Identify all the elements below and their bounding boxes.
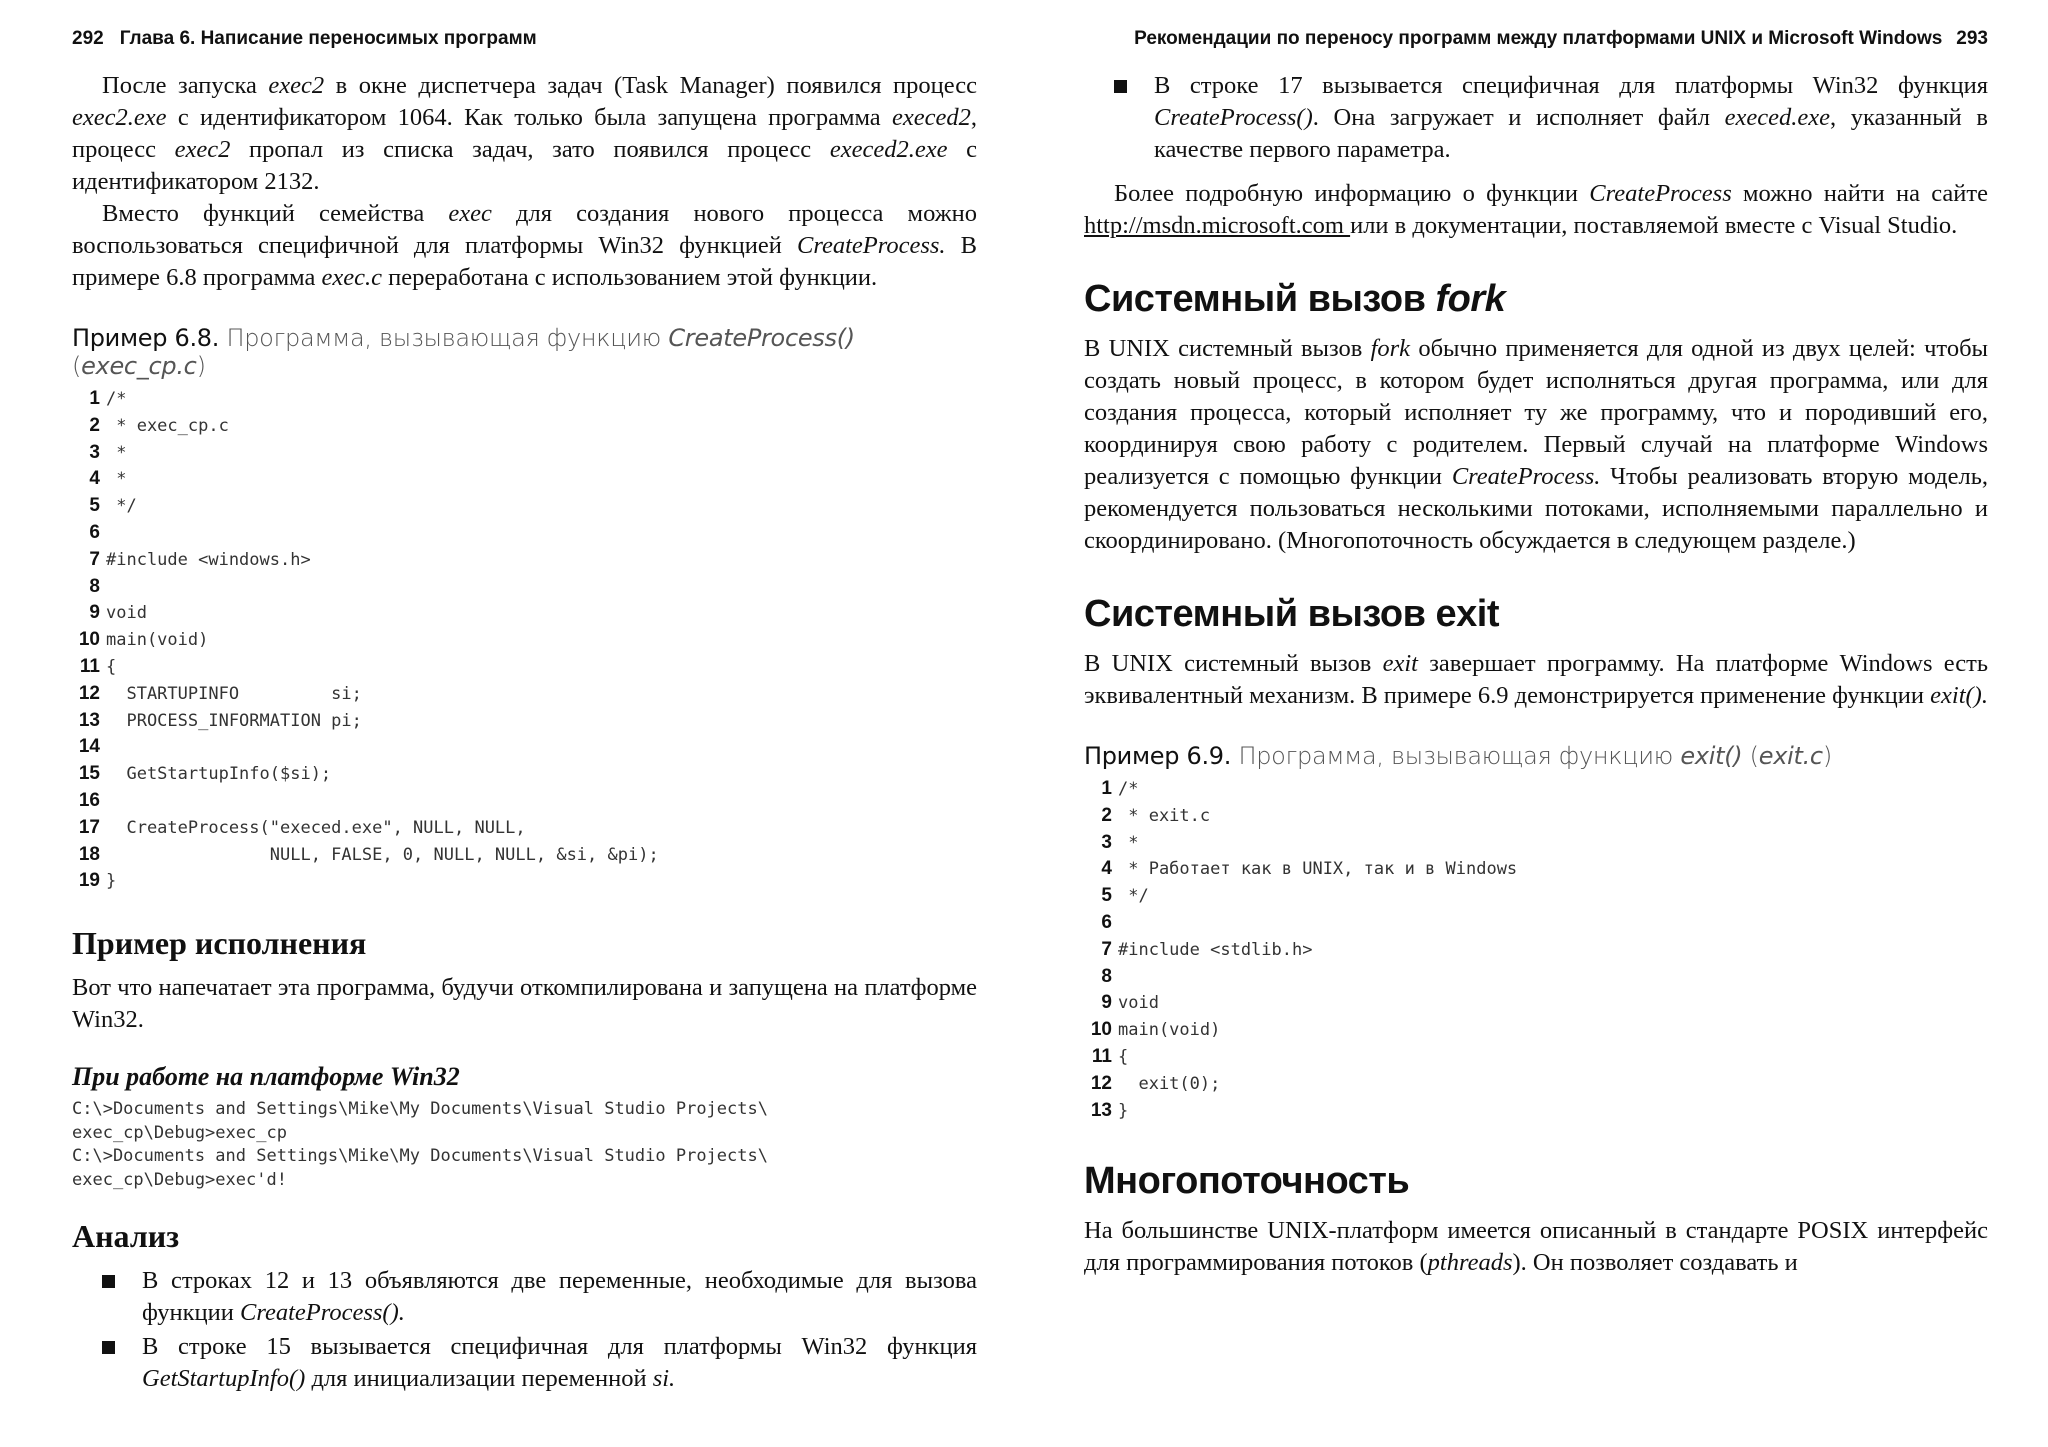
code-line bbox=[1084, 990, 1988, 1017]
line-number: 12 bbox=[78, 682, 100, 704]
italic-term: fork bbox=[1370, 335, 1411, 362]
code-text: #include <windows.h> bbox=[106, 549, 311, 570]
italic-term: exit() bbox=[1680, 742, 1743, 770]
code-line bbox=[72, 708, 977, 735]
bullet-item: В строке 17 вызывается специфичная для платформы Win32 функция CreateProcess(). Она загружает и исполняет файл execed.exe, указанный в качестве первого параметра. bbox=[1084, 70, 1988, 166]
line-number: 3 bbox=[89, 441, 100, 463]
code-line bbox=[72, 788, 977, 815]
example-description: Программа, вызывающая функцию CreateProcess() (exec_cp.c) bbox=[72, 324, 855, 380]
line-number: 1 bbox=[89, 388, 100, 409]
italic-term: execed2 bbox=[892, 104, 971, 131]
line-number: 12 bbox=[1090, 1072, 1112, 1094]
code-text: { bbox=[1118, 1046, 1129, 1067]
code-line bbox=[72, 627, 977, 654]
code-line bbox=[1084, 964, 1988, 991]
code-text: * bbox=[106, 442, 127, 463]
italic-term: CreateProcess() bbox=[1154, 104, 1313, 131]
line-number: 3 bbox=[1101, 831, 1112, 853]
line-number: 5 bbox=[1101, 885, 1112, 907]
line-number: 8 bbox=[89, 575, 100, 597]
bullet-square-icon bbox=[102, 1341, 115, 1354]
code-text: main(void) bbox=[1118, 1020, 1221, 1041]
paragraph: В UNIX системный вызов fork обычно применяется для одной из двух целей: чтобы создать новый процесс, в котором будет исполняться другая программа, или для создания процесса, который исполняет ту же программу, что и породивший его, координируя свою работу с родителем. Первый случай на платформе Windows реализуется с помощью функции CreateProcess. Чтобы реализовать вторую модель, рекомендуется пользоваться несколькими потоками, исполняемыми параллельно и скоординировано. (Многопоточность обсуждается в следующем разделе.) bbox=[1084, 335, 1988, 554]
terminal-output: C:\>Documents and Settings\Mike\My Documents\Visual Studio Projects\ exec_cp\Debug>exec_cp C:\>Documents and Settings\Mike\My Documents\Visual Studio Projects\ exec_cp\Debug>exec'd! bbox=[72, 1099, 768, 1190]
bullet-square-icon bbox=[1114, 80, 1127, 93]
code-text: * exit.c bbox=[1118, 805, 1211, 826]
code-line bbox=[72, 466, 977, 493]
code-line bbox=[72, 681, 977, 708]
example-label: Пример 6.9. bbox=[1084, 742, 1232, 770]
code-line bbox=[72, 520, 977, 547]
italic-term: exit bbox=[1382, 650, 1418, 677]
code-line bbox=[72, 493, 977, 520]
line-number: 19 bbox=[78, 870, 100, 892]
code-text: * exec_cp.c bbox=[106, 415, 229, 436]
bullet-item: В строках 12 и 13 объявляются две переменные, необходимые для вызова функции CreateProcess(). bbox=[72, 1265, 977, 1329]
italic-term: exec2.exe bbox=[72, 104, 167, 131]
italic-term: exec bbox=[448, 200, 492, 227]
code-line bbox=[1084, 803, 1988, 830]
italic-term: si. bbox=[652, 1365, 676, 1393]
italic-term: CreateProcess. bbox=[1451, 463, 1601, 490]
italic-term: execed2.exe bbox=[829, 136, 948, 163]
example-caption bbox=[72, 324, 977, 380]
line-number: 17 bbox=[78, 816, 100, 838]
example-description: Программа, вызывающая функцию exit() (exit.c) bbox=[1231, 742, 1832, 770]
code-text: */ bbox=[106, 496, 137, 517]
italic-term: execed.exe bbox=[1724, 104, 1831, 131]
code-text: */ bbox=[1118, 886, 1149, 907]
bullet-square-icon bbox=[102, 1275, 115, 1288]
code-text: #include <stdlib.h> bbox=[1118, 939, 1313, 960]
code-line bbox=[1084, 937, 1988, 964]
page-number: 293 bbox=[1956, 28, 1988, 49]
bullet-list bbox=[72, 1265, 977, 1395]
line-number: 4 bbox=[1101, 858, 1112, 880]
code-text: * bbox=[106, 469, 127, 490]
code-text: * bbox=[1118, 832, 1139, 853]
bullet-list bbox=[1084, 70, 1988, 166]
line-number: 4 bbox=[89, 468, 100, 490]
code-line bbox=[72, 815, 977, 842]
bullet-item: В строке 15 вызывается специфичная для платформы Win32 функция GetStartupInfo() для инициализации переменной si. bbox=[72, 1331, 977, 1395]
code-line bbox=[1084, 776, 1988, 803]
italic-term: CreateProcess() bbox=[668, 324, 855, 352]
code-text: /* bbox=[1118, 779, 1139, 799]
line-number: 13 bbox=[1090, 1099, 1112, 1121]
italic-term: pthreads bbox=[1427, 1249, 1513, 1277]
line-number: 15 bbox=[78, 763, 100, 785]
running-header-left bbox=[72, 28, 977, 58]
line-number: 2 bbox=[89, 414, 100, 436]
code-line bbox=[72, 842, 977, 869]
paragraph: После запуска exec2 в окне диспетчера задач (Task Manager) появился процесс exec2.exe с идентификатором 1064. Как только была запущена программа execed2, процесс exec2 пропал из списка задач, зато появился процесс execed2.exe с идентификатором 2132. bbox=[72, 72, 977, 195]
code-text: STARTUPINFO si; bbox=[106, 683, 362, 704]
line-number: 6 bbox=[89, 521, 100, 543]
paragraph: Вот что напечатает эта программа, будучи откомпилирована и запущена на платформе Win32. bbox=[72, 974, 977, 1034]
subsection-heading: При работе на платформе Win32 bbox=[72, 1062, 460, 1092]
code-line bbox=[1084, 856, 1988, 883]
code-line bbox=[1084, 883, 1988, 910]
italic-term: CreateProcess bbox=[1589, 180, 1732, 207]
code-line bbox=[1084, 1044, 1988, 1071]
paragraph: В UNIX системный вызов exit завершает программу. На платформе Windows есть эквивалентный механизм. В примере 6.9 демонстрируется применение функции exit(). bbox=[1084, 650, 1988, 709]
line-number: 7 bbox=[1101, 938, 1112, 960]
italic-term: exec_cp.c bbox=[81, 352, 197, 380]
italic-term: CreateProcess. bbox=[796, 232, 946, 259]
paragraph: На большинстве UNIX-платформ имеется описанный в стандарте POSIX интерфейс для программирования потоков (pthreads). Он позволяет создавать и bbox=[1084, 1217, 1988, 1277]
paragraph: Более подробную информацию о функции CreateProcess можно найти на сайте http://msdn.microsoft.com или в документации, поставляемой вместе с Visual Studio. bbox=[1084, 180, 1989, 239]
code-line bbox=[1084, 910, 1988, 937]
line-number: 2 bbox=[1101, 804, 1112, 826]
code-text: GetStartupInfo($si); bbox=[106, 764, 332, 785]
line-number: 11 bbox=[1091, 1045, 1112, 1067]
line-number: 10 bbox=[1090, 1019, 1112, 1041]
line-number: 11 bbox=[79, 655, 100, 677]
code-line bbox=[72, 440, 977, 467]
code-text: exit(0); bbox=[1118, 1073, 1221, 1094]
code-line bbox=[1084, 830, 1988, 857]
line-number: 6 bbox=[1101, 911, 1112, 933]
line-number: 5 bbox=[89, 495, 100, 517]
code-line bbox=[72, 386, 977, 413]
running-head: Рекомендации по переносу программ между платформами UNIX и Microsoft Windows bbox=[1134, 28, 1943, 49]
code-line bbox=[72, 600, 977, 627]
code-line bbox=[1084, 1098, 1988, 1125]
running-head: Глава 6. Написание переносимых программ bbox=[119, 28, 537, 49]
line-number: 18 bbox=[78, 843, 100, 865]
line-number: 10 bbox=[78, 629, 100, 651]
code-line bbox=[72, 654, 977, 681]
code-line bbox=[72, 868, 977, 895]
line-number: 9 bbox=[1101, 992, 1112, 1014]
italic-term: exec.c bbox=[321, 264, 382, 291]
italic-term: fork bbox=[1435, 278, 1506, 320]
code-text: NULL, FALSE, 0, NULL, NULL, &si, &pi); bbox=[106, 844, 659, 865]
code-text: } bbox=[1118, 1100, 1129, 1121]
code-text: } bbox=[106, 871, 117, 892]
code-text: CreateProcess("execed.exe", NULL, NULL, bbox=[106, 817, 526, 838]
line-number: 1 bbox=[1101, 778, 1112, 799]
left-page bbox=[72, 0, 977, 1447]
code-text: main(void) bbox=[106, 630, 209, 651]
line-number: 9 bbox=[89, 602, 100, 624]
code-line bbox=[1084, 1017, 1988, 1044]
code-line bbox=[72, 761, 977, 788]
section-heading: Пример исполнения bbox=[72, 925, 367, 962]
code-listing bbox=[72, 386, 977, 895]
example-label: Пример 6.8. bbox=[72, 324, 220, 352]
code-listing bbox=[1084, 776, 1988, 1124]
code-text: void bbox=[1118, 993, 1159, 1014]
section-heading: Анализ bbox=[72, 1218, 180, 1255]
italic-term: exec2 bbox=[174, 136, 231, 163]
italic-term: exec2 bbox=[268, 72, 325, 99]
section-heading: Системный вызов exit bbox=[1084, 593, 1499, 635]
running-header-right bbox=[1084, 28, 1988, 58]
right-page bbox=[1084, 0, 1988, 1447]
line-number: 8 bbox=[1101, 965, 1112, 987]
page-number: 292 bbox=[72, 28, 104, 49]
code-line bbox=[72, 574, 977, 601]
italic-term: GetStartupInfo() bbox=[142, 1365, 306, 1393]
code-line bbox=[72, 547, 977, 574]
code-text: /* bbox=[106, 389, 127, 409]
italic-term: exit.c bbox=[1758, 742, 1823, 770]
paragraph: Вместо функций семейства exec для создания нового процесса можно воспользоваться специфичной для платформы Win32 функцией CreateProcess. В примере 6.8 программа exec.c переработана с использованием этой функции. bbox=[72, 200, 977, 291]
code-line bbox=[72, 734, 977, 761]
line-number: 7 bbox=[89, 548, 100, 570]
italic-term: exit(). bbox=[1930, 682, 1988, 709]
code-text: PROCESS_INFORMATION pi; bbox=[106, 710, 362, 731]
section-heading: Многопоточность bbox=[1084, 1160, 1410, 1203]
italic-term: CreateProcess(). bbox=[240, 1299, 405, 1327]
code-text: * Работает как в UNIX, так и в Windows bbox=[1118, 859, 1518, 880]
line-number: 16 bbox=[78, 789, 100, 811]
line-number: 14 bbox=[78, 736, 100, 758]
section-heading: Системный вызов fork bbox=[1084, 278, 1506, 320]
line-number: 13 bbox=[78, 709, 100, 731]
link[interactable]: http://msdn.microsoft.com bbox=[1084, 212, 1351, 239]
code-line bbox=[1084, 1071, 1988, 1098]
code-line bbox=[72, 413, 977, 440]
example-caption bbox=[1084, 742, 1988, 770]
code-text: void bbox=[106, 603, 147, 624]
code-text: { bbox=[106, 656, 117, 677]
